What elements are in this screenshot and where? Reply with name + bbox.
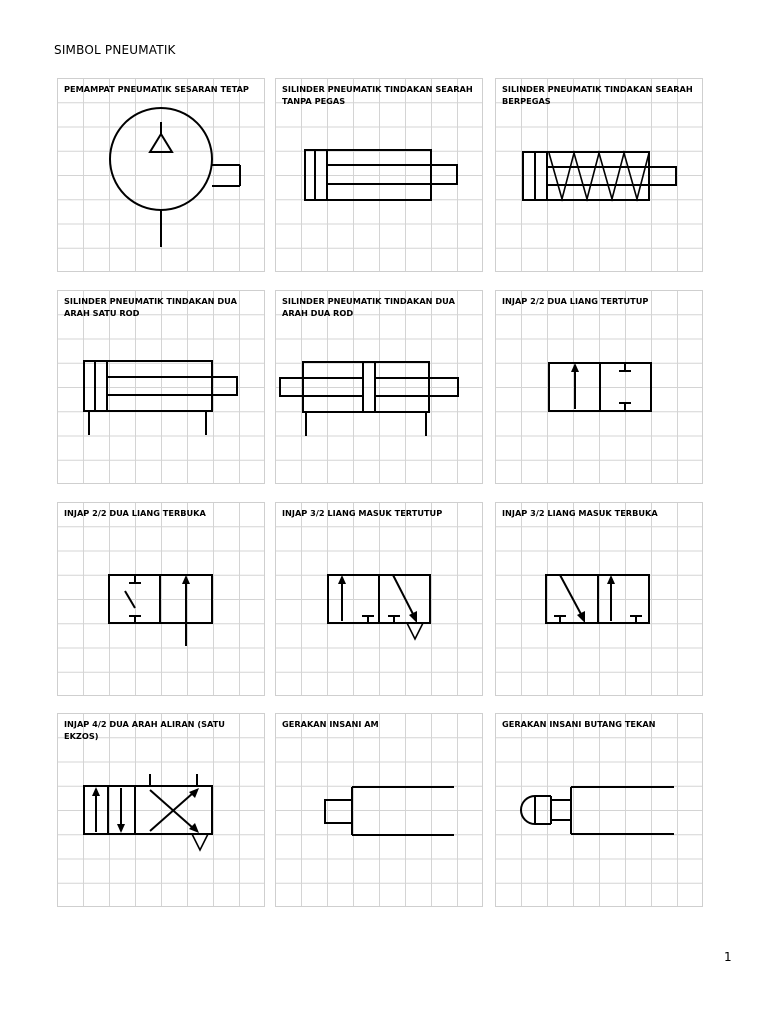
valve-4-2-one-exhaust-icon (58, 714, 266, 908)
valve-3-2-normally-open-icon (496, 503, 704, 697)
symbol-label: INJAP 4/2 DUA ARAH ALIRAN (SATU EKZOS) (64, 719, 225, 741)
page-title: SIMBOL PNEUMATIK (54, 43, 176, 57)
symbol-label: GERAKAN INSANI BUTANG TEKAN (502, 719, 656, 729)
spring-return-cylinder-icon (496, 79, 704, 273)
symbol-cell-valve-2-2-closed (495, 290, 703, 484)
manual-operation-general-icon (276, 714, 484, 908)
push-button-operation-icon (496, 714, 704, 908)
symbol-cell-valve-3-2-open (495, 502, 703, 696)
valve-3-2-normally-closed-icon (276, 503, 484, 697)
symbol-label: INJAP 3/2 LIANG MASUK TERBUKA (502, 508, 658, 518)
symbol-cell-valve-3-2-closed (275, 502, 483, 696)
double-acting-double-rod-cylinder-icon (276, 291, 484, 485)
symbol-cell-single-acting-cylinder (275, 78, 483, 272)
symbol-cell-push-button (495, 713, 703, 907)
valve-2-2-normally-open-icon (58, 503, 266, 697)
symbol-cell-double-acting-single-rod (57, 290, 265, 484)
symbol-cell-double-acting-double-rod (275, 290, 483, 484)
symbol-cell-spring-return-cylinder (495, 78, 703, 272)
symbol-label: PEMAMPAT PNEUMATIK SESARAN TETAP (64, 84, 249, 94)
symbol-cell-compressor (57, 78, 265, 272)
symbol-label: GERAKAN INSANI AM (282, 719, 379, 729)
symbol-label: INJAP 2/2 DUA LIANG TERBUKA (64, 508, 206, 518)
symbol-cell-valve-2-2-open (57, 502, 265, 696)
symbol-label: INJAP 3/2 LIANG MASUK TERTUTUP (282, 508, 443, 518)
symbol-label: SILINDER PNEUMATIK TINDAKAN DUA ARAH SATU ROD (64, 296, 237, 318)
symbol-label: INJAP 2/2 DUA LIANG TERTUTUP (502, 296, 649, 306)
symbol-label: SILINDER PNEUMATIK TINDAKAN SEARAH BERPEGAS (502, 84, 693, 106)
single-acting-cylinder-icon (276, 79, 484, 273)
fixed-displacement-compressor-icon (58, 79, 266, 273)
symbol-label: SILINDER PNEUMATIK TINDAKAN DUA ARAH DUA ROD (282, 296, 455, 318)
valve-2-2-normally-closed-icon (496, 291, 704, 485)
symbol-cell-manual-general (275, 713, 483, 907)
symbol-label: SILINDER PNEUMATIK TINDAKAN SEARAH TANPA PEGAS (282, 84, 473, 106)
page-number: 1 (724, 950, 732, 964)
symbol-cell-valve-4-2 (57, 713, 265, 907)
double-acting-single-rod-cylinder-icon (58, 291, 266, 485)
